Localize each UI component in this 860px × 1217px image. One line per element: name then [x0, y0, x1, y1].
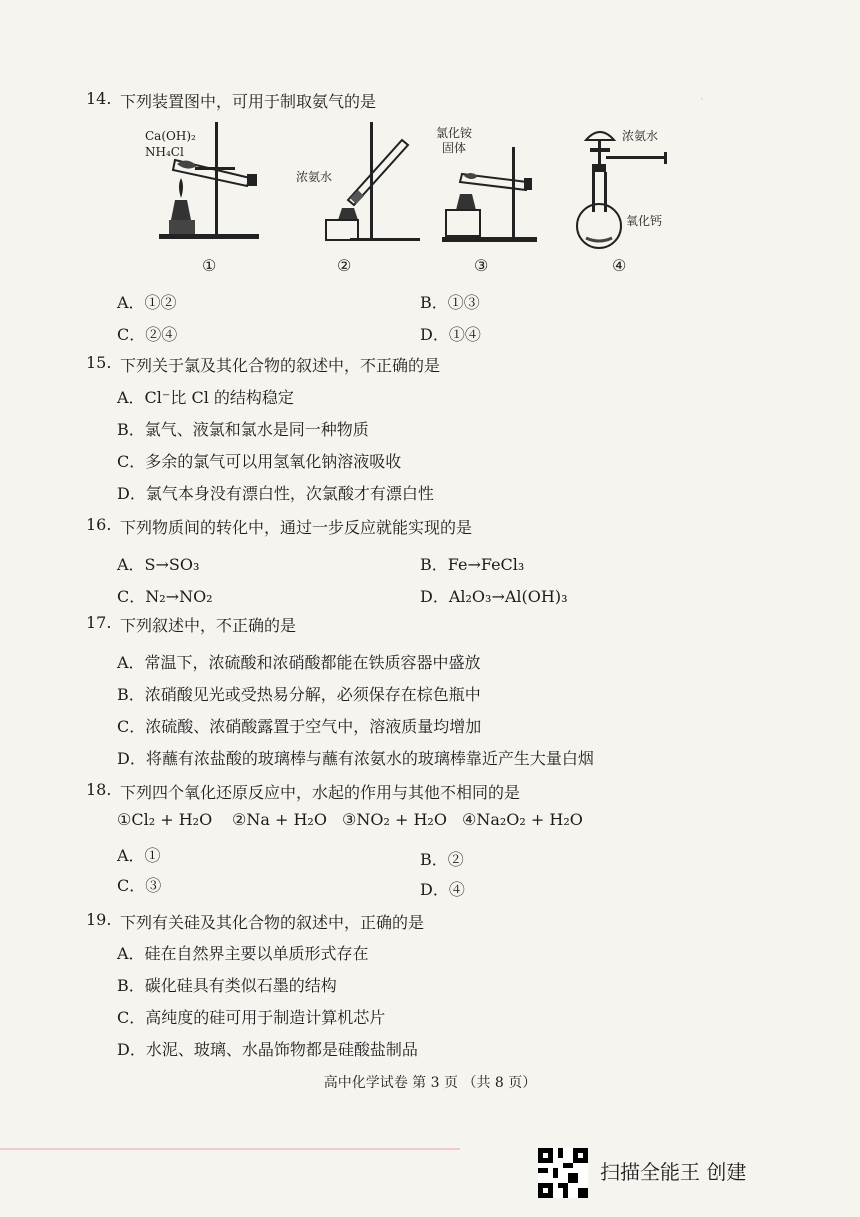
q19-option-c: C．高纯度的硅可用于制造计算机芯片: [117, 1008, 386, 1027]
qr-code-icon: [538, 1148, 588, 1198]
q14-number: 14.: [86, 89, 112, 108]
q14-stem: 下列装置图中，可用于制取氨气的是: [120, 92, 377, 111]
q17-stem: 下列叙述中，不正确的是: [120, 616, 297, 635]
q15-option-b: B．氯气、液氯和氯水是同一种物质: [117, 420, 369, 439]
q18-option-d: D．④: [420, 880, 465, 899]
page-edge-mark: [0, 1148, 460, 1150]
fig1-label-caoh2: Ca(OH)₂: [145, 129, 196, 143]
scanner-watermark: 扫描全能王 创建: [600, 1160, 747, 1184]
q18-number: 18.: [86, 780, 112, 799]
q15-option-a: A．Cl⁻比 Cl 的结构稳定: [117, 388, 294, 407]
q18-option-c: C．③: [117, 876, 162, 895]
q18-reaction-2: ②Na + H₂O: [232, 810, 327, 829]
q14-option-a: A．①②: [117, 293, 177, 312]
fig3-label-ammonium-chloride: 氯化铵: [436, 126, 473, 140]
q15-stem: 下列关于氯及其化合物的叙述中，不正确的是: [120, 356, 441, 375]
q18-reaction-4: ④Na₂O₂ + H₂O: [462, 810, 583, 829]
fig-number-2: ②: [337, 256, 352, 275]
apparatus-figure-2: [320, 112, 420, 252]
q14-option-b: B．①③: [420, 293, 480, 312]
fig4-label-ammonia-water: 浓氨水: [622, 129, 659, 143]
q16-option-b: B．Fe→FeCl₃: [420, 555, 525, 574]
q16-option-a: A．S→SO₃: [117, 555, 200, 574]
q15-option-c: C．多余的氯气可以用氢氧化钠溶液吸收: [117, 452, 402, 471]
q14-option-c: C．②④: [117, 325, 178, 344]
q17-option-c: C．浓硫酸、浓硝酸露置于空气中，溶液质量均增加: [117, 717, 482, 736]
fig-number-3: ③: [474, 256, 489, 275]
fig-number-4: ④: [612, 256, 627, 275]
q15-option-d: D．氯气本身没有漂白性，次氯酸才有漂白性: [117, 484, 434, 503]
q18-option-b: B．②: [420, 850, 464, 869]
q18-reaction-1: ①Cl₂ + H₂O: [117, 810, 213, 829]
q14-option-d: D．①④: [420, 325, 481, 344]
q17-option-d: D．将蘸有浓盐酸的玻璃棒与蘸有浓氨水的玻璃棒靠近产生大量白烟: [117, 749, 594, 768]
fig4-label-calcium-oxide: 氧化钙: [626, 214, 663, 228]
q16-option-c: C．N₂→NO₂: [117, 587, 213, 606]
q18-stem: 下列四个氧化还原反应中，水起的作用与其他不相同的是: [120, 783, 521, 802]
q16-number: 16.: [86, 515, 112, 534]
fig3-label-solid: 固体: [442, 141, 467, 155]
q17-number: 17.: [86, 613, 112, 632]
q17-option-b: B．浓硝酸见光或受热易分解，必须保存在棕色瓶中: [117, 685, 481, 704]
q18-reaction-3: ③NO₂ + H₂O: [342, 810, 447, 829]
q16-option-d: D．Al₂O₃→Al(OH)₃: [420, 587, 568, 606]
q18-option-a: A．①: [117, 846, 161, 865]
q15-number: 15.: [86, 353, 112, 372]
q17-option-a: A．常温下，浓硫酸和浓硝酸都能在铁质容器中盛放: [117, 653, 481, 672]
fig-number-1: ①: [202, 256, 217, 275]
bleed-through-text: ·: [700, 92, 704, 106]
q19-option-b: B．碳化硅具有类似石墨的结构: [117, 976, 337, 995]
fig2-label-ammonia-water: 浓氨水: [296, 170, 333, 184]
q19-number: 19.: [86, 910, 112, 929]
q16-stem: 下列物质间的转化中，通过一步反应就能实现的是: [120, 518, 473, 537]
q19-option-a: A．硅在自然界主要以单质形式存在: [117, 944, 369, 963]
page-footer: 高中化学试卷 第 3 页 （共 8 页）: [323, 1075, 537, 1091]
q19-stem: 下列有关硅及其化合物的叙述中，正确的是: [120, 913, 425, 932]
q19-option-d: D．水泥、玻璃、水晶饰物都是硅酸盐制品: [117, 1040, 418, 1059]
fig1-label-nh4cl: NH₄Cl: [145, 145, 184, 159]
